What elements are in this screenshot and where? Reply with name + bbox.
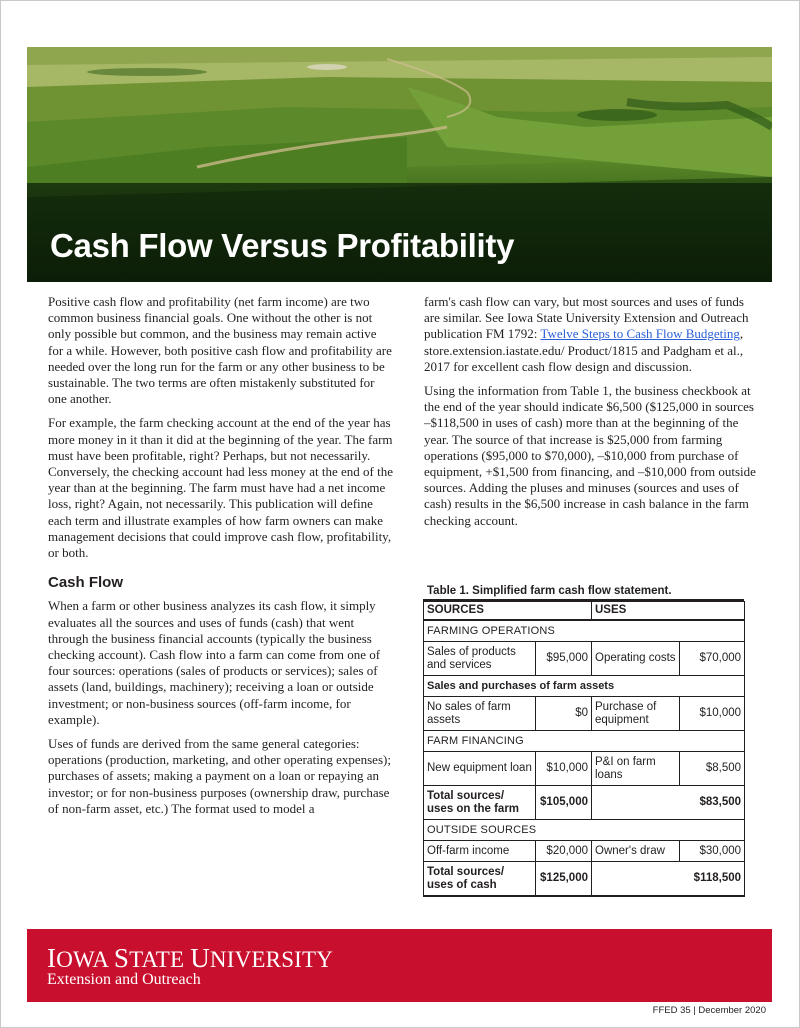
cash-flow-format-paragraph: farm's cash flow can vary, but most sources and uses of funds are similar. See Iowa State University Extension and Outreach publication FM 1792: Twelve Steps to Cash Flow Budgeting, store.extension.iastate.edu/ Product/1815 and Padgham et al., 2017 for excellent cash flow design and discussion. (424, 294, 749, 374)
cash-flow-heading: Cash Flow (48, 574, 124, 592)
intro-paragraph: Positive cash flow and profitability (net farm income) are two common business financial goals. One without the other is not only possible but common, and the business may remain active for a while. However, both positive cash flow and profitability are needed over the long run for the farm or any other business to be sustainable. The two terms are often mistakenly substituted for one another. (48, 294, 392, 407)
section-farm-financing: FARM FINANCING (424, 731, 745, 752)
section-farm-assets: Sales and purchases of farm assets (424, 676, 745, 697)
example-paragraph: For example, the farm checking account at the end of the year has more money in it than it did at the beginning of the year. The farm must have been profitable, right? Perhaps, but not necessarily. Conversely, the checking account had less money at the end of the year than at the beginning. The farm must have had a net income loss, right? Again, not necessarily. This publication will define each term and illustrate examples of how farm owners can make management decisions that could improve cash flow, profitability, or both. (48, 415, 393, 561)
uses-of-funds-paragraph: Uses of funds are derived from the same general categories: operations (production, marketing, and other operating expenses); purchases of assets; making a payment on a loan or repaying an investor; or for non-business purposes (ownership draw, purchase of non-farm asset, etc.) The format used to model a (48, 736, 391, 816)
cash-flow-paragraph: When a farm or other business analyzes its cash flow, it simply evaluates all the sources and uses of funds (cash) that went through the business financial accounts (typically the business checking account). Cash flow into a farm can come from one of four sources: operations (sales of products or services); sales of assets (land, buildings, machinery); receiving a loan or outside investment; or non-business sources (off-farm income, for example). (48, 598, 381, 727)
table-row-total-farm: Total sources/ uses on the farm $105,000 $83,500 (424, 786, 745, 820)
right-column (424, 294, 762, 537)
uses-header: USES (592, 602, 745, 621)
university-wordmark: IOWA STATE UNIVERSITY (47, 943, 334, 973)
checkbook-paragraph: Using the information from Table 1, the business checkbook at the end of the year should indicate $6,500 ($125,000 in sources –$118,500 in uses of cash) more than at the beginning of the year. The source of that increase is $25,000 from farming operations ($95,000 to $70,000), –$10,000 from purchase of equipment, +$1,500 from financing, and –$10,000 from outside sources. Adding the pluses and minuses (sources and uses of cash) results in the $6,500 increase in cash balance in the farm checking account. (424, 383, 756, 528)
table-row: New equipment loan $10,000 P&I on farm loans $8,500 (424, 752, 745, 786)
section-outside-sources: OUTSIDE SOURCES (424, 820, 745, 841)
cash-flow-table (423, 584, 744, 897)
hero-banner (27, 47, 772, 282)
table-row: No sales of farm assets $0 Purchase of equipment $10,000 (424, 697, 745, 731)
table-row: Off-farm income $20,000 Owner's draw $30,000 (424, 841, 745, 862)
footer-band (27, 929, 772, 1002)
table-row: Sales of products and services $95,000 Operating costs $70,000 (424, 642, 745, 676)
twelve-steps-link[interactable]: Twelve Steps to Cash Flow Budgeting (540, 326, 740, 342)
page-title: Cash Flow Versus Profitability (50, 227, 515, 264)
table-caption: Table 1. Simplified farm cash flow statement. (423, 584, 744, 601)
sources-header: SOURCES (424, 602, 592, 621)
table-row-total-cash: Total sources/ uses of cash $125,000 $118,500 (424, 862, 745, 897)
publication-code: FFED 35 | December 2020 (652, 1005, 766, 1016)
section-farming-operations: FARMING OPERATIONS (424, 620, 745, 642)
left-column (48, 294, 393, 825)
extension-subtitle: Extension and Outreach (47, 971, 201, 988)
